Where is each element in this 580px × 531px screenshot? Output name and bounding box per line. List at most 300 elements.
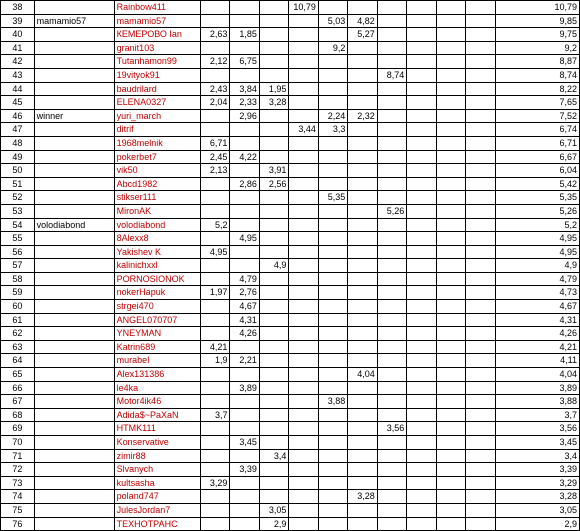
score-cell <box>436 164 465 178</box>
score-cell <box>466 259 495 273</box>
winner-cell <box>34 68 114 82</box>
score-cell <box>289 503 318 517</box>
score-cell <box>200 381 229 395</box>
table-row <box>1 340 580 354</box>
score-cell <box>377 218 406 232</box>
score-cell <box>318 150 347 164</box>
score-cell <box>348 436 377 450</box>
total-cell: 3,89 <box>495 381 579 395</box>
winner-cell <box>34 422 114 436</box>
score-cell: 3,28 <box>348 490 377 504</box>
score-cell: 3,56 <box>377 422 406 436</box>
score-cell: 2,56 <box>259 177 288 191</box>
score-cell <box>200 422 229 436</box>
rank-cell: 41 <box>1 41 35 55</box>
score-cell <box>436 286 465 300</box>
score-cell <box>230 259 259 273</box>
score-cell <box>466 368 495 382</box>
score-cell <box>318 340 347 354</box>
nickname-cell: baudrilard <box>114 82 200 96</box>
total-cell: 4,21 <box>495 340 579 354</box>
score-cell <box>466 82 495 96</box>
score-cell <box>377 82 406 96</box>
nickname-cell: Slvanych <box>114 463 200 477</box>
rank-cell: 45 <box>1 96 35 110</box>
score-cell <box>200 436 229 450</box>
score-cell: 1,97 <box>200 286 229 300</box>
score-cell <box>259 41 288 55</box>
score-cell <box>436 82 465 96</box>
score-cell <box>348 96 377 110</box>
score-cell <box>289 422 318 436</box>
total-cell: 4,95 <box>495 232 579 246</box>
score-cell <box>259 381 288 395</box>
score-cell <box>348 259 377 273</box>
total-cell: 5,26 <box>495 204 579 218</box>
score-cell <box>259 55 288 69</box>
nickname-cell: volodiabond <box>114 218 200 232</box>
score-cell <box>200 463 229 477</box>
table-row <box>1 395 580 409</box>
score-cell: 3,89 <box>230 381 259 395</box>
score-cell: 3,4 <box>259 449 288 463</box>
score-cell <box>318 177 347 191</box>
score-cell: 2,32 <box>348 109 377 123</box>
table-row <box>1 55 580 69</box>
score-cell <box>348 503 377 517</box>
score-cell: 2,13 <box>200 164 229 178</box>
score-cell <box>466 136 495 150</box>
score-cell <box>377 463 406 477</box>
score-cell <box>259 136 288 150</box>
score-cell <box>318 490 347 504</box>
score-cell <box>407 82 436 96</box>
nickname-cell: ELENA0327 <box>114 96 200 110</box>
nickname-cell: pokerbet7 <box>114 150 200 164</box>
table-row <box>1 272 580 286</box>
total-cell: 3,4 <box>495 449 579 463</box>
rank-cell: 50 <box>1 164 35 178</box>
score-cell <box>407 41 436 55</box>
nickname-cell: strgei470 <box>114 300 200 314</box>
total-cell: 6,71 <box>495 136 579 150</box>
score-cell: 2,33 <box>230 96 259 110</box>
score-cell <box>436 395 465 409</box>
score-cell: 2,45 <box>200 150 229 164</box>
score-cell <box>230 395 259 409</box>
score-cell: 4,9 <box>259 259 288 273</box>
score-cell <box>436 109 465 123</box>
score-cell <box>466 55 495 69</box>
winner-cell <box>34 150 114 164</box>
score-cell <box>377 28 406 42</box>
rank-cell: 54 <box>1 218 35 232</box>
score-cell: 5,35 <box>318 191 347 205</box>
rank-cell: 73 <box>1 476 35 490</box>
score-cell <box>466 340 495 354</box>
winner-cell <box>34 41 114 55</box>
rank-cell: 72 <box>1 463 35 477</box>
score-cell <box>436 368 465 382</box>
score-cell <box>318 368 347 382</box>
score-cell <box>318 136 347 150</box>
score-cell <box>407 449 436 463</box>
rank-cell: 53 <box>1 204 35 218</box>
table-row <box>1 14 580 28</box>
score-cell <box>289 381 318 395</box>
score-cell <box>348 68 377 82</box>
score-cell <box>407 408 436 422</box>
score-cell <box>200 300 229 314</box>
score-cell <box>436 1 465 15</box>
score-cell <box>318 232 347 246</box>
score-cell <box>377 503 406 517</box>
score-cell <box>289 232 318 246</box>
score-cell <box>348 395 377 409</box>
table-row <box>1 136 580 150</box>
winner-cell <box>34 476 114 490</box>
score-cell <box>289 327 318 341</box>
score-cell <box>200 41 229 55</box>
score-cell <box>289 96 318 110</box>
score-cell <box>348 55 377 69</box>
score-cell <box>436 517 465 531</box>
total-cell: 10,79 <box>495 1 579 15</box>
nickname-cell: poland747 <box>114 490 200 504</box>
total-cell: 3,56 <box>495 422 579 436</box>
winner-cell <box>34 503 114 517</box>
score-cell <box>436 259 465 273</box>
score-cell <box>436 408 465 422</box>
rank-cell: 70 <box>1 436 35 450</box>
score-cell <box>377 327 406 341</box>
score-cell <box>230 204 259 218</box>
score-cell <box>436 177 465 191</box>
score-cell <box>466 286 495 300</box>
score-cell <box>289 408 318 422</box>
score-cell <box>377 245 406 259</box>
score-cell <box>289 436 318 450</box>
score-cell <box>348 476 377 490</box>
score-cell <box>466 395 495 409</box>
score-cell <box>466 463 495 477</box>
winner-cell <box>34 286 114 300</box>
score-cell <box>466 191 495 205</box>
score-cell <box>318 272 347 286</box>
total-cell: 3,29 <box>495 476 579 490</box>
table-row <box>1 259 580 273</box>
score-cell <box>466 381 495 395</box>
score-cell <box>289 191 318 205</box>
nickname-cell: КЕМЕРОВО Ian <box>114 28 200 42</box>
total-cell: 8,87 <box>495 55 579 69</box>
rank-cell: 56 <box>1 245 35 259</box>
score-cell <box>407 96 436 110</box>
score-cell <box>466 408 495 422</box>
nickname-cell: YNEYMAN <box>114 327 200 341</box>
score-cell <box>200 204 229 218</box>
score-cell <box>318 422 347 436</box>
score-cell <box>466 14 495 28</box>
rank-cell: 75 <box>1 503 35 517</box>
score-cell <box>259 204 288 218</box>
score-cell <box>348 245 377 259</box>
score-cell <box>289 368 318 382</box>
table-row <box>1 109 580 123</box>
score-cell <box>318 313 347 327</box>
score-cell <box>230 218 259 232</box>
score-cell: 4,21 <box>200 340 229 354</box>
nickname-cell: HTMK111 <box>114 422 200 436</box>
table-row <box>1 368 580 382</box>
score-cell <box>289 14 318 28</box>
score-cell <box>377 272 406 286</box>
score-cell <box>466 476 495 490</box>
score-cell: 3,91 <box>259 164 288 178</box>
score-cell <box>318 245 347 259</box>
score-cell <box>259 327 288 341</box>
score-cell <box>348 286 377 300</box>
winner-cell <box>34 245 114 259</box>
winner-cell <box>34 177 114 191</box>
score-cell: 5,26 <box>377 204 406 218</box>
score-cell <box>348 272 377 286</box>
table-row <box>1 517 580 531</box>
score-cell <box>407 177 436 191</box>
nickname-cell: le4ka <box>114 381 200 395</box>
score-cell <box>318 354 347 368</box>
winner-cell <box>34 408 114 422</box>
score-cell <box>466 313 495 327</box>
score-cell <box>289 136 318 150</box>
score-cell <box>348 191 377 205</box>
table-row <box>1 449 580 463</box>
score-cell <box>466 164 495 178</box>
score-cell <box>318 463 347 477</box>
score-cell <box>407 218 436 232</box>
score-cell <box>407 476 436 490</box>
score-cell <box>348 422 377 436</box>
nickname-cell: murabel <box>114 354 200 368</box>
score-cell <box>407 1 436 15</box>
score-cell <box>259 313 288 327</box>
score-cell <box>259 354 288 368</box>
score-cell <box>230 476 259 490</box>
score-cell <box>289 55 318 69</box>
score-cell <box>377 55 406 69</box>
total-cell: 4,73 <box>495 286 579 300</box>
score-cell <box>377 232 406 246</box>
score-cell <box>230 136 259 150</box>
score-cell <box>259 463 288 477</box>
rank-cell: 38 <box>1 1 35 15</box>
score-cell <box>200 368 229 382</box>
score-cell <box>407 436 436 450</box>
score-cell: 5,03 <box>318 14 347 28</box>
score-cell <box>318 164 347 178</box>
score-cell <box>407 300 436 314</box>
score-cell: 4,82 <box>348 14 377 28</box>
score-cell <box>289 340 318 354</box>
table-row <box>1 286 580 300</box>
score-cell <box>230 368 259 382</box>
table-row <box>1 354 580 368</box>
table-row <box>1 164 580 178</box>
leaderboard-body <box>1 1 580 531</box>
score-cell: 4,22 <box>230 150 259 164</box>
rank-cell: 48 <box>1 136 35 150</box>
score-cell <box>466 327 495 341</box>
nickname-cell: Motor4ik46 <box>114 395 200 409</box>
score-cell <box>289 490 318 504</box>
winner-cell <box>34 490 114 504</box>
score-cell <box>348 354 377 368</box>
total-cell: 7,52 <box>495 109 579 123</box>
total-cell: 3,45 <box>495 436 579 450</box>
score-cell <box>348 313 377 327</box>
rank-cell: 51 <box>1 177 35 191</box>
total-cell: 8,22 <box>495 82 579 96</box>
score-cell <box>377 490 406 504</box>
score-cell: 4,67 <box>230 300 259 314</box>
total-cell: 4,95 <box>495 245 579 259</box>
score-cell <box>230 68 259 82</box>
score-cell <box>407 340 436 354</box>
total-cell: 4,9 <box>495 259 579 273</box>
total-cell: 9,2 <box>495 41 579 55</box>
score-cell <box>377 109 406 123</box>
score-cell <box>466 422 495 436</box>
table-row <box>1 476 580 490</box>
score-cell <box>407 368 436 382</box>
score-cell <box>407 14 436 28</box>
score-cell <box>289 218 318 232</box>
score-cell <box>230 14 259 28</box>
score-cell <box>407 327 436 341</box>
score-cell <box>259 422 288 436</box>
winner-cell <box>34 300 114 314</box>
rank-cell: 52 <box>1 191 35 205</box>
score-cell <box>377 177 406 191</box>
score-cell <box>348 177 377 191</box>
total-cell: 6,74 <box>495 123 579 137</box>
winner-cell <box>34 259 114 273</box>
score-cell: 10,79 <box>289 1 318 15</box>
score-cell <box>466 218 495 232</box>
table-row <box>1 123 580 137</box>
score-cell: 3,3 <box>318 123 347 137</box>
rank-cell: 55 <box>1 232 35 246</box>
table-row <box>1 204 580 218</box>
score-cell <box>259 28 288 42</box>
winner-cell <box>34 82 114 96</box>
score-cell <box>348 164 377 178</box>
score-cell <box>289 463 318 477</box>
table-row <box>1 300 580 314</box>
nickname-cell: Abcd1982 <box>114 177 200 191</box>
score-cell: 2,04 <box>200 96 229 110</box>
score-cell <box>466 245 495 259</box>
score-cell <box>407 517 436 531</box>
score-cell <box>377 408 406 422</box>
rank-cell: 43 <box>1 68 35 82</box>
nickname-cell: Tutanhamon99 <box>114 55 200 69</box>
rank-cell: 63 <box>1 340 35 354</box>
score-cell <box>436 313 465 327</box>
winner-cell <box>34 313 114 327</box>
score-cell <box>318 259 347 273</box>
score-cell <box>466 28 495 42</box>
score-cell <box>377 96 406 110</box>
score-cell <box>318 476 347 490</box>
score-cell <box>259 368 288 382</box>
total-cell: 6,04 <box>495 164 579 178</box>
rank-cell: 71 <box>1 449 35 463</box>
score-cell <box>348 218 377 232</box>
score-cell <box>200 109 229 123</box>
score-cell <box>377 368 406 382</box>
nickname-cell: Katrin689 <box>114 340 200 354</box>
score-cell <box>436 503 465 517</box>
score-cell: 3,39 <box>230 463 259 477</box>
score-cell <box>318 1 347 15</box>
score-cell <box>377 354 406 368</box>
score-cell <box>318 327 347 341</box>
score-cell: 2,24 <box>318 109 347 123</box>
score-cell <box>289 28 318 42</box>
total-cell: 4,79 <box>495 272 579 286</box>
table-row <box>1 218 580 232</box>
score-cell <box>318 436 347 450</box>
score-cell <box>289 354 318 368</box>
rank-cell: 60 <box>1 300 35 314</box>
score-cell <box>289 395 318 409</box>
score-cell <box>230 517 259 531</box>
score-cell <box>377 123 406 137</box>
score-cell <box>407 204 436 218</box>
score-cell <box>289 177 318 191</box>
score-cell <box>289 517 318 531</box>
score-cell <box>407 232 436 246</box>
score-cell: 2,9 <box>259 517 288 531</box>
score-cell <box>348 381 377 395</box>
score-cell <box>377 14 406 28</box>
score-cell <box>436 422 465 436</box>
rank-cell: 67 <box>1 395 35 409</box>
total-cell: 3,39 <box>495 463 579 477</box>
score-cell <box>259 14 288 28</box>
winner-cell <box>34 204 114 218</box>
score-cell <box>407 422 436 436</box>
total-cell: 9,75 <box>495 28 579 42</box>
score-cell <box>436 55 465 69</box>
score-cell <box>377 300 406 314</box>
score-cell <box>259 340 288 354</box>
score-cell <box>230 164 259 178</box>
nickname-cell: vik50 <box>114 164 200 178</box>
score-cell <box>377 259 406 273</box>
score-cell <box>318 55 347 69</box>
score-cell <box>318 204 347 218</box>
nickname-cell: PORNOSIONOK <box>114 272 200 286</box>
rank-cell: 44 <box>1 82 35 96</box>
rank-cell: 74 <box>1 490 35 504</box>
score-cell <box>259 1 288 15</box>
score-cell <box>466 123 495 137</box>
score-cell <box>436 272 465 286</box>
score-cell <box>466 232 495 246</box>
total-cell: 4,26 <box>495 327 579 341</box>
